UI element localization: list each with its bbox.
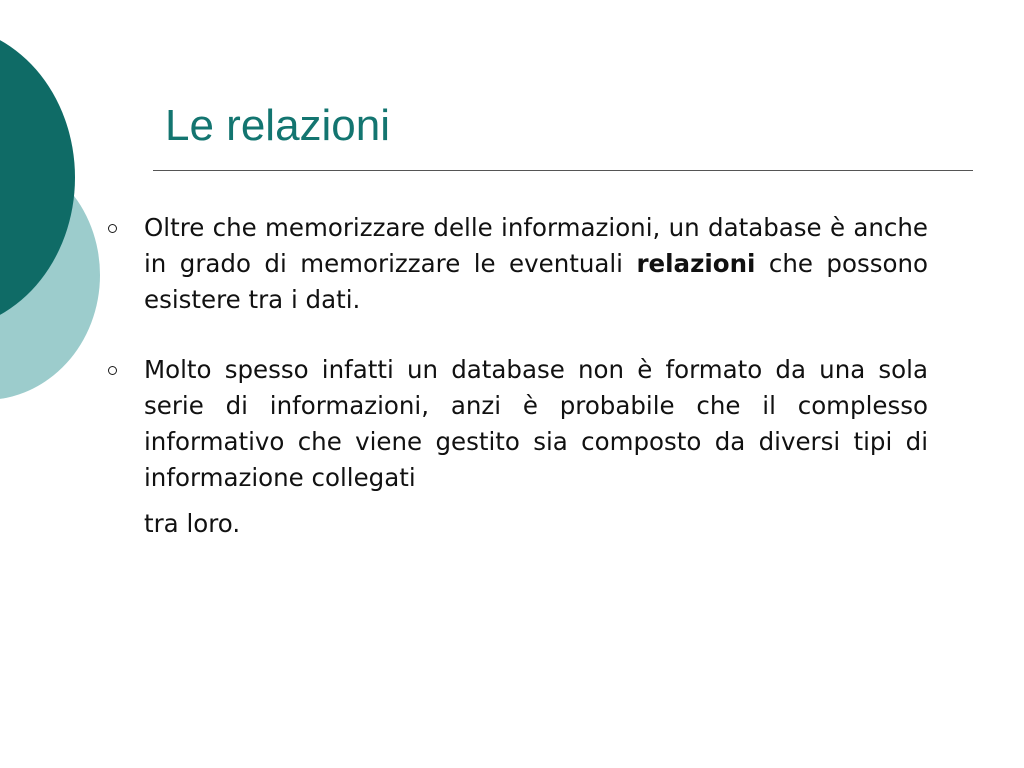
bullet-1-bold-term: relazioni bbox=[636, 249, 756, 278]
bullet-2-last-line: tra loro. bbox=[144, 509, 241, 538]
bullet-1-text-end: che possono esistere tra i dati. bbox=[144, 249, 928, 314]
slide-title: Le relazioni bbox=[165, 101, 391, 150]
bullet-circle-icon bbox=[108, 224, 117, 233]
bullet-item-2 bbox=[104, 352, 928, 542]
bullet-2-text: Molto spesso infatti un database non è formato da una sola serie di informazioni, anzi è probabile che il complesso informativo che viene gestito sia composto da diversi tipi di informazione collegati bbox=[144, 355, 928, 492]
bullet-item-1 bbox=[104, 210, 928, 318]
bullet-list bbox=[104, 210, 928, 542]
title-divider bbox=[153, 170, 973, 171]
bullet-1-text-start: Oltre che memorizzare delle informazioni, un database è anche in grado di memorizzare le eventuali bbox=[144, 213, 928, 278]
bullet-circle-icon bbox=[108, 366, 117, 375]
